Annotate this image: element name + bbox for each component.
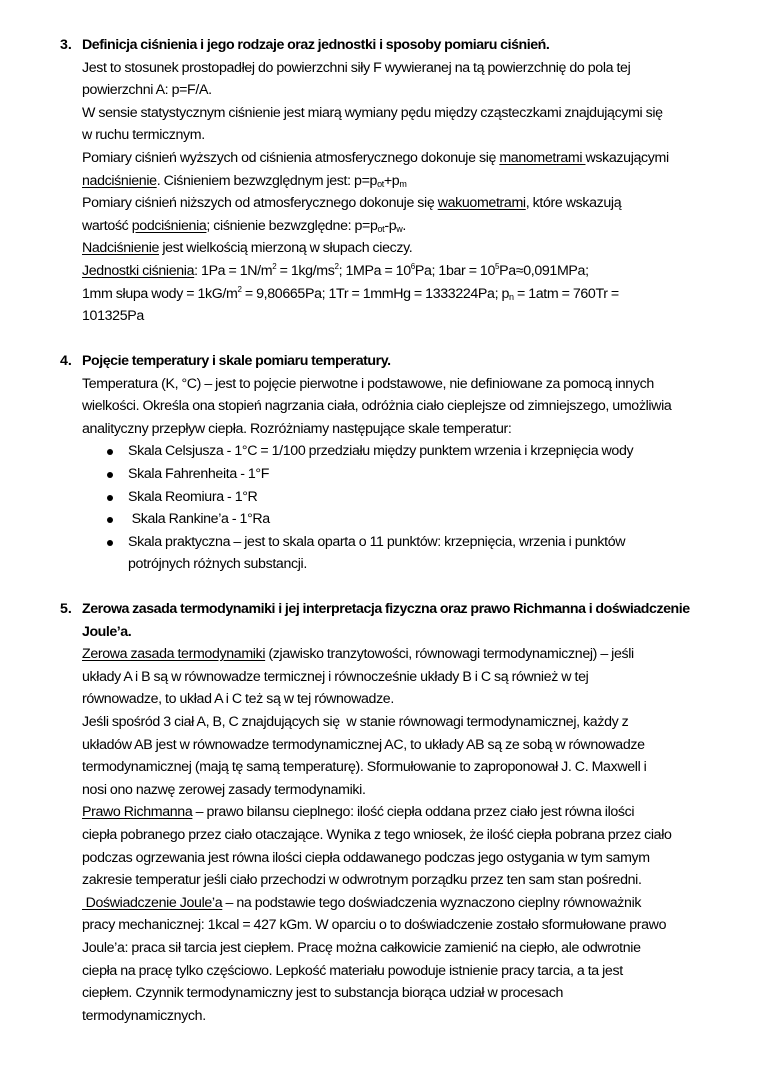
- paragraph-line: termodynamicznych.: [82, 1007, 206, 1024]
- list-item-text: Skala praktyczna – jest to skala oparta o 11 punktów: krzepnięcia, wrzenia i punktów: [128, 533, 626, 550]
- paragraph-line: Jest to stosunek prostopadłej do powierzchni siły F wywieranej na tą powierzchnię do pola tej: [82, 59, 631, 76]
- text: Pa; 1bar = 10: [414, 262, 496, 279]
- text: (zjawisko tranzytowości, równowagi termodynamicznej) – jeśli: [265, 646, 634, 663]
- subscript: m: [399, 178, 407, 189]
- paragraph-line: [82, 237, 750, 260]
- text: .: [402, 217, 407, 234]
- underlined-term: podciśnienia: [131, 217, 207, 234]
- underlined-term: Doświadczenie Joule’a: [82, 894, 223, 911]
- section-number: 3.: [60, 37, 72, 53]
- text: wartość: [82, 217, 132, 234]
- paragraph-line: ciepła pobranego przez ciało otaczające. Wynika z tego wniosek, że ilość ciepła pobrana przez ciało: [82, 826, 672, 843]
- paragraph-line: zakresie temperatur jeśli ciało przechodzi w odwrotnym porządku przez ten sam stan pośredni.: [82, 872, 642, 889]
- paragraph-line: równowadze, to układ A i C też są w tej równowadze.: [82, 691, 394, 708]
- text: Pa≈0,091MPa;: [499, 262, 589, 279]
- text: – prawo bilansu cieplnego: ilość ciepła oddana przez ciało jest równa ilości: [192, 804, 635, 821]
- paragraph-line: [82, 892, 750, 915]
- text: : 1Pa = 1N/m: [194, 262, 273, 279]
- underlined-term: Zerowa zasada termodynamiki: [82, 646, 266, 663]
- underlined-term: Nadciśnienie: [82, 240, 160, 257]
- subscript: ot: [377, 223, 385, 234]
- list-item: [82, 463, 750, 486]
- text: 1mm słupa wody = 1kG/m: [82, 285, 238, 302]
- bullet-icon: [107, 449, 113, 455]
- underlined-term: wakuometrami: [437, 195, 526, 212]
- paragraph-line: [82, 215, 750, 238]
- paragraph-line: [82, 170, 750, 193]
- paragraph-line: podczas ogrzewania jest równa ilości ciepła oddawanego podczas jego ostygania w tym samym: [82, 849, 650, 866]
- paragraph-line: [82, 283, 750, 306]
- paragraph-line: układy A i B są w równowadze termicznej i równocześnie układy B i C są również w tej: [82, 668, 589, 685]
- paragraph-line: [82, 147, 750, 170]
- temperature-scales-list: [82, 440, 750, 553]
- text: -p: [384, 217, 397, 234]
- superscript: 2: [272, 261, 277, 271]
- underlined-term: Prawo Richmanna: [82, 804, 193, 821]
- paragraph-line: ciepłem. Czynnik termodynamiczny jest to substancja biorąca udział w procesach: [82, 985, 563, 1002]
- section-4: [60, 350, 750, 576]
- paragraph-line: Joule’a: praca sił tarcia jest ciepłem. Pracę można całkowicie zamienić na ciepło, ale odwrotnie: [82, 939, 641, 956]
- list-item-text: Skala Reomiura - 1°R: [128, 488, 258, 505]
- paragraph-line: termodynamicznej (mają tę samą temperaturę). Sformułowanie to zaproponował J. C. Maxwell i: [82, 759, 647, 776]
- list-item-text: Skala Fahrenheita - 1°F: [128, 465, 270, 482]
- paragraph-line: pracy mechanicznej: 1kcal = 427 kGm. W oparciu o to doświadczenie zostało sformułowane prawo: [82, 917, 667, 934]
- text: jest wielkością mierzoną w słupach cieczy.: [159, 240, 413, 257]
- text: +p: [383, 172, 400, 189]
- section-3: [60, 34, 750, 328]
- section-heading: Zerowa zasada termodynamiki i jej interpretacja fizyczna oraz prawo Richmanna i doświadczenie: [82, 601, 690, 617]
- bullet-icon: [107, 517, 113, 523]
- paragraph-line: 101325Pa: [82, 308, 144, 325]
- subscript: n: [509, 291, 514, 302]
- list-item-continuation: potrójnych różnych substancji.: [128, 556, 307, 573]
- paragraph-line: Temperatura (K, °C) – jest to pojęcie pierwotne i podstawowe, nie definiowane za pomocą innych: [82, 375, 654, 392]
- text: Pomiary ciśnień niższych od atmosferycznego dokonuje się: [82, 195, 438, 212]
- paragraph-line: Jeśli spośród 3 ciał A, B, C znajdujących się w stanie równowagi termodynamicznej, każdy z: [82, 713, 629, 730]
- list-item: [82, 486, 750, 509]
- paragraph-line: w ruchu termicznym.: [82, 127, 205, 144]
- list-item: [82, 440, 750, 463]
- text: – na podstawie tego doświadczenia wyznaczono cieplny równoważnik: [222, 894, 642, 911]
- subscript: ot: [377, 178, 384, 189]
- paragraph-line: powierzchni A: p=F/A.: [82, 82, 212, 99]
- underlined-term: manometrami: [499, 149, 586, 166]
- text: , które wskazują: [525, 195, 622, 212]
- section-heading: Pojęcie temperatury i skale pomiaru temperatury.: [82, 353, 391, 369]
- list-item: [82, 508, 750, 531]
- paragraph-line: układów AB jest w równowadze termodynamicznej AC, to układy AB są ze sobą w równowadze: [82, 736, 645, 753]
- underlined-term: Jednostki ciśnienia: [82, 262, 195, 279]
- text: ; 1MPa = 10: [338, 262, 411, 279]
- paragraph-line: wielkości. Określa ona stopień nagrzania ciała, odróżnia ciało cieplejsze od zimniejszego, umożliwia: [82, 398, 672, 415]
- paragraph-line: [82, 801, 750, 824]
- list-item-text: Skala Rankine’a - 1°Ra: [128, 511, 270, 528]
- bullet-icon: [107, 472, 113, 478]
- paragraph-line: [82, 192, 750, 215]
- paragraph-line: [82, 643, 750, 666]
- text: = 9,80665Pa; 1Tr = 1mmHg = 1333224Pa; p: [241, 285, 510, 302]
- paragraph-line: nosi ono nazwę zerowej zasady termodynamiki.: [82, 781, 366, 798]
- text: = 1atm = 760Tr =: [513, 285, 619, 302]
- paragraph-line: analityczny przepływ ciepła. Rozróżniamy następujące skale temperatur:: [82, 420, 512, 437]
- subscript: w: [396, 223, 403, 234]
- bullet-icon: [107, 495, 113, 501]
- text: . Ciśnieniem bezwzględnym jest: p=p: [156, 172, 378, 189]
- superscript: 6: [410, 261, 415, 271]
- section-heading-continuation: Joule’a.: [82, 623, 132, 640]
- superscript: 2: [334, 261, 339, 271]
- text: Pomiary ciśnień wyższych od ciśnienia atmosferycznego dokonuje się: [82, 149, 500, 166]
- paragraph-line: [82, 260, 750, 283]
- underlined-term: nadciśnienie: [82, 172, 157, 189]
- paragraph-line: W sensie statystycznym ciśnienie jest miarą wymiany pędu między cząsteczkami znajdującymi się: [82, 104, 663, 121]
- text: = 1kg/ms: [276, 262, 335, 279]
- section-number: 4.: [60, 353, 72, 369]
- section-number: 5.: [60, 601, 72, 617]
- paragraph-line: ciepła na pracę tylko częściowo. Lepkość materiału powoduje istnienie pracy tarcia, a ta jest: [82, 962, 623, 979]
- list-item: [82, 531, 750, 554]
- section-heading: Definicja ciśnienia i jego rodzaje oraz jednostki i sposoby pomiaru ciśnień.: [82, 37, 550, 53]
- text: ; ciśnienie bezwzględne: p=p: [206, 217, 378, 234]
- superscript: 2: [237, 284, 242, 294]
- bullet-icon: [107, 540, 113, 546]
- text: wskazującymi: [585, 149, 669, 166]
- list-item-text: Skala Celsjusza - 1°C = 1/100 przedziału między punktem wrzenia i krzepnięcia wody: [128, 443, 634, 460]
- superscript: 5: [495, 261, 500, 271]
- section-5: [60, 598, 750, 1027]
